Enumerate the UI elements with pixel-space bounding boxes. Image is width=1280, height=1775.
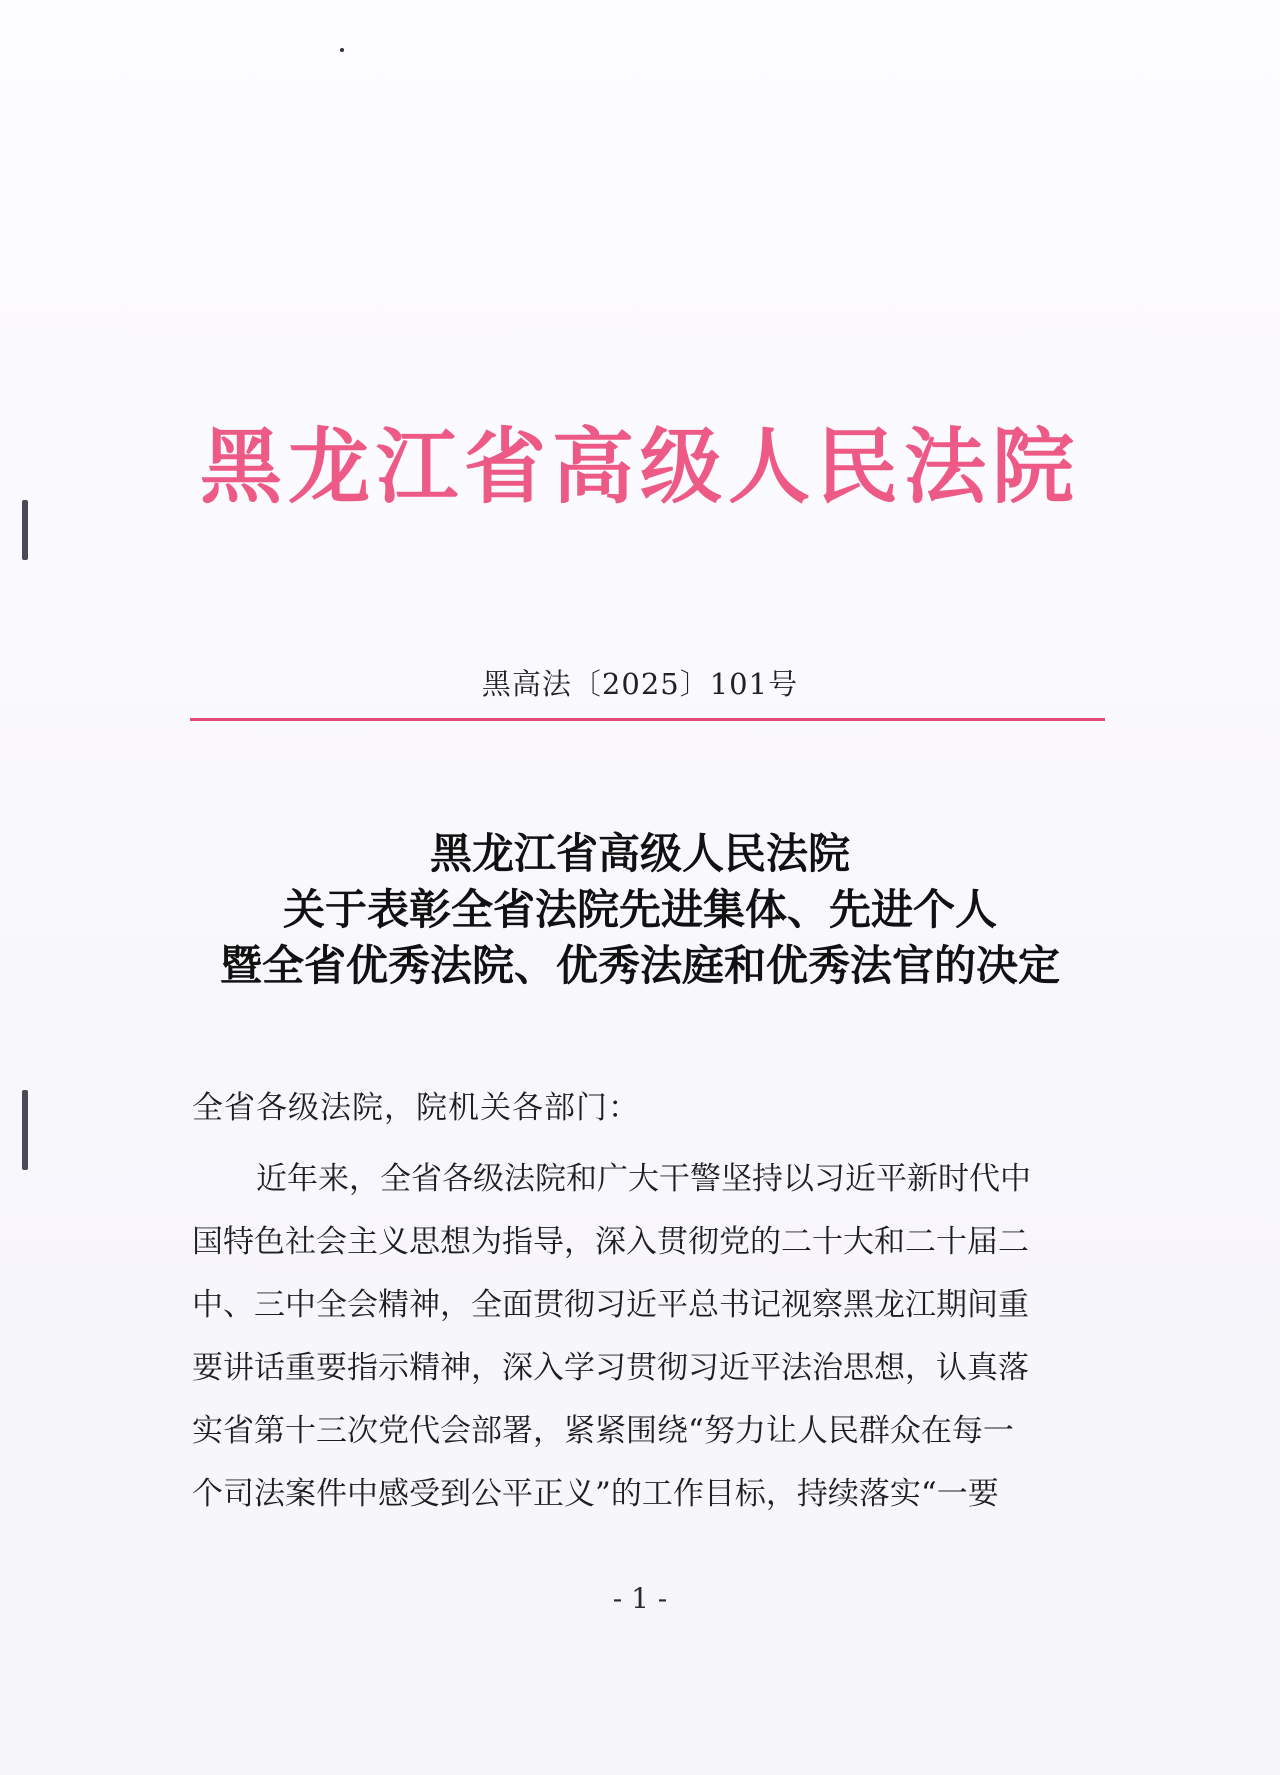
binding-mark	[22, 1090, 28, 1170]
document-title	[0, 826, 1280, 994]
body-paragraph	[192, 1148, 1112, 1526]
red-divider-line	[190, 718, 1105, 721]
document-number: 黑高法〔2025〕101号	[481, 667, 799, 701]
title-line: 暨全省优秀法院、优秀法庭和优秀法官的决定	[219, 941, 1060, 990]
title-line: 关于表彰全省法院先进集体、先进个人	[282, 885, 997, 934]
body-line: 中、三中全会精神，全面贯彻习近平总书记视察黑龙江期间重	[192, 1287, 1029, 1323]
scan-speck	[340, 48, 344, 52]
salutation: 全省各级法院，院机关各部门：	[192, 1090, 640, 1126]
title-line: 黑龙江省高级人民法院	[429, 829, 850, 878]
body-line: 国特色社会主义思想为指导，深入贯彻党的二十大和二十届二	[192, 1224, 1029, 1260]
body-line: 要讲话重要指示精神，深入学习贯彻习近平法治思想，认真落	[192, 1350, 1029, 1386]
body-line: 个司法案件中感受到公平正义”的工作目标，持续落实“一要	[192, 1476, 999, 1512]
issuer-header: 黑龙江省高级人民法院	[199, 420, 1080, 515]
body-line: 近年来，全省各级法院和广大干警坚持以习近平新时代中	[256, 1161, 1031, 1197]
body-line: 实省第十三次党代会部署，紧紧围绕“努力让人民群众在每一	[192, 1413, 1014, 1449]
page-number: - 1 -	[612, 1582, 668, 1615]
